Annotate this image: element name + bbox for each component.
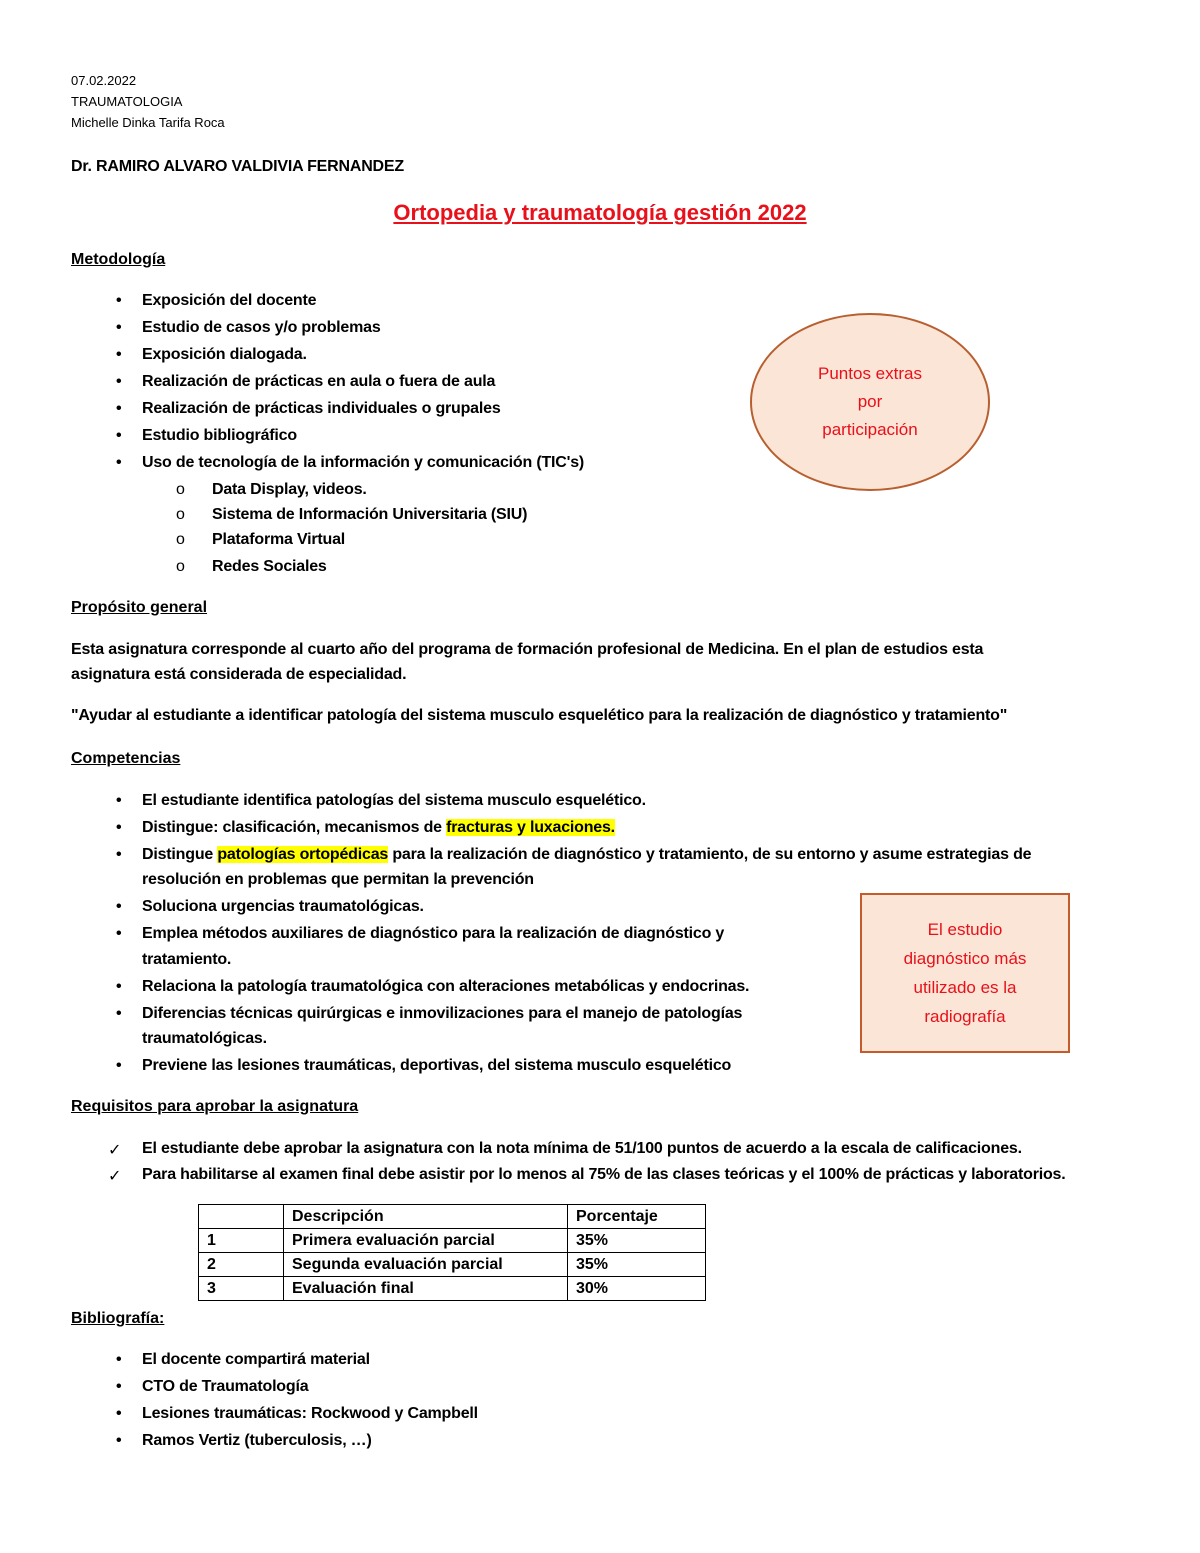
list-item: • Relaciona la patología traumatológica con alteraciones metabólicas y endocrinas.: [116, 978, 750, 995]
table-row: [199, 1229, 706, 1253]
list-item: • Previene las lesiones traumáticas, deportivas, del sistema musculo esquelético: [116, 1057, 732, 1074]
sub-list-item: o Plataforma Virtual: [176, 531, 346, 548]
circle-bullet-icon: o: [176, 531, 185, 548]
circle-bullet-icon: o: [176, 506, 185, 523]
bullet-icon: •: [116, 292, 122, 309]
grades-table: [198, 1204, 706, 1301]
list-item: • Ramos Vertiz (tuberculosis, …): [116, 1432, 372, 1449]
list-item: • Lesiones traumáticas: Rockwood y Campbell: [116, 1405, 478, 1422]
bullet-icon: •: [116, 1432, 122, 1449]
bibliografia-heading: Bibliografía:: [71, 1310, 165, 1327]
table-header-cell: [199, 1205, 284, 1229]
bullet-icon: •: [116, 898, 122, 915]
table-cell: Segunda evaluación parcial: [284, 1253, 568, 1277]
bullet-icon: •: [116, 454, 122, 471]
list-item: • Estudio de casos y/o problemas: [116, 319, 381, 336]
bullet-icon: •: [116, 978, 122, 995]
check-icon: ✓: [108, 1168, 122, 1185]
table-cell: 2: [199, 1253, 284, 1277]
circle-bullet-icon: o: [176, 558, 185, 575]
radiography-callout: [860, 893, 1070, 1053]
bullet-icon: •: [116, 1405, 122, 1422]
requisitos-heading: Requisitos para aprobar la asignatura: [71, 1098, 359, 1115]
list-item: • Realización de prácticas en aula o fuera de aula: [116, 373, 496, 390]
list-item: • El docente compartirá material: [116, 1351, 370, 1368]
table-cell: Primera evaluación parcial: [284, 1229, 568, 1253]
table-cell: Evaluación final: [284, 1277, 568, 1301]
list-item: • Uso de tecnología de la información y comunicación (TIC's): [116, 454, 585, 471]
callout-line: Puntos extras: [818, 364, 922, 383]
metodologia-heading: Metodología: [71, 251, 166, 268]
bullet-icon: •: [116, 925, 122, 942]
proposito-heading: Propósito general: [71, 599, 208, 616]
document-date: 07.02.2022: [71, 73, 137, 88]
competencias-heading: Competencias: [71, 750, 181, 767]
bullet-icon: •: [116, 400, 122, 417]
proposito-paragraph-line: asignatura está considerada de especialidad.: [71, 666, 407, 683]
callout-line: El estudio: [927, 920, 1003, 939]
list-item-continuation: tratamiento.: [142, 951, 232, 968]
list-item: • CTO de Traumatología: [116, 1378, 309, 1395]
table-cell: 1: [199, 1229, 284, 1253]
sub-list-item: o Data Display, videos.: [176, 481, 367, 498]
list-item: • Distingue patologías ortopédicas para la realización de diagnóstico y tratamiento, de su entorno y asume estrategias de: [116, 846, 1032, 863]
callout-line: utilizado es la: [913, 978, 1017, 997]
list-item: ✓ El estudiante debe aprobar la asignatura con la nota mínima de 51/100 puntos de acuerdo a la escala de calificaciones.: [108, 1140, 1022, 1159]
highlighted-text: patologías ortopédicas: [217, 846, 389, 863]
sub-list-item: o Redes Sociales: [176, 558, 327, 575]
list-item: • Distingue: clasificación, mecanismos de fracturas y luxaciones.: [116, 819, 615, 836]
callout-line: radiografía: [924, 1007, 1006, 1026]
callout-line: por: [857, 392, 883, 411]
bullet-icon: •: [116, 846, 122, 863]
table-row: [199, 1253, 706, 1277]
bullet-icon: •: [116, 1351, 122, 1368]
bullet-icon: •: [116, 346, 122, 363]
list-item-continuation: traumatológicas.: [142, 1030, 267, 1047]
doctor-name: Dr. RAMIRO ALVARO VALDIVIA FERNANDEZ: [71, 158, 404, 175]
list-item: ✓ Para habilitarse al examen final debe asistir por lo menos al 75% de las clases teóricas y el 100% de prácticas y laboratorios.: [108, 1166, 1066, 1185]
extra-points-callout: [750, 313, 990, 491]
highlighted-text: fracturas y luxaciones.: [446, 819, 615, 836]
list-item: • Realización de prácticas individuales o grupales: [116, 400, 501, 417]
bullet-icon: •: [116, 1378, 122, 1395]
bullet-icon: •: [116, 319, 122, 336]
table-header-cell: Porcentaje: [568, 1205, 706, 1229]
proposito-quote: "Ayudar al estudiante a identificar patología del sistema musculo esquelético para la realización de diagnóstico y tratamiento": [71, 707, 1008, 724]
sub-list-item: o Sistema de Información Universitaria (SIU): [176, 506, 528, 523]
document-author: Michelle Dinka Tarifa Roca: [71, 115, 225, 130]
list-item-continuation: resolución en problemas que permitan la prevención: [142, 871, 534, 888]
bullet-icon: •: [116, 373, 122, 390]
table-cell: 30%: [568, 1277, 706, 1301]
bullet-icon: •: [116, 1005, 122, 1022]
bullet-icon: •: [116, 1057, 122, 1074]
document-subject: TRAUMATOLOGIA: [71, 94, 183, 109]
table-header-row: [199, 1205, 706, 1229]
list-item: • Exposición del docente: [116, 292, 317, 309]
list-item: • Diferencias técnicas quirúrgicas e inmovilizaciones para el manejo de patologías: [116, 1005, 743, 1022]
table-header-cell: Descripción: [284, 1205, 568, 1229]
list-item: • Soluciona urgencias traumatológicas.: [116, 898, 424, 915]
table-cell: 3: [199, 1277, 284, 1301]
table-row: [199, 1277, 706, 1301]
list-item: • Exposición dialogada.: [116, 346, 307, 363]
circle-bullet-icon: o: [176, 481, 185, 498]
check-icon: ✓: [108, 1142, 122, 1159]
page-title: Ortopedia y traumatología gestión 2022: [393, 200, 807, 225]
table-cell: 35%: [568, 1229, 706, 1253]
callout-line: participación: [822, 420, 918, 439]
proposito-paragraph-line: Esta asignatura corresponde al cuarto año del programa de formación profesional de Medicina. En el plan de estudios esta: [71, 641, 984, 658]
table-cell: 35%: [568, 1253, 706, 1277]
bullet-icon: •: [116, 792, 122, 809]
bullet-icon: •: [116, 819, 122, 836]
list-item: • Estudio bibliográfico: [116, 427, 297, 444]
list-item: • Emplea métodos auxiliares de diagnóstico para la realización de diagnóstico y: [116, 925, 725, 942]
list-item: • El estudiante identifica patologías del sistema musculo esquelético.: [116, 792, 646, 809]
bullet-icon: •: [116, 427, 122, 444]
callout-line: diagnóstico más: [903, 949, 1027, 968]
